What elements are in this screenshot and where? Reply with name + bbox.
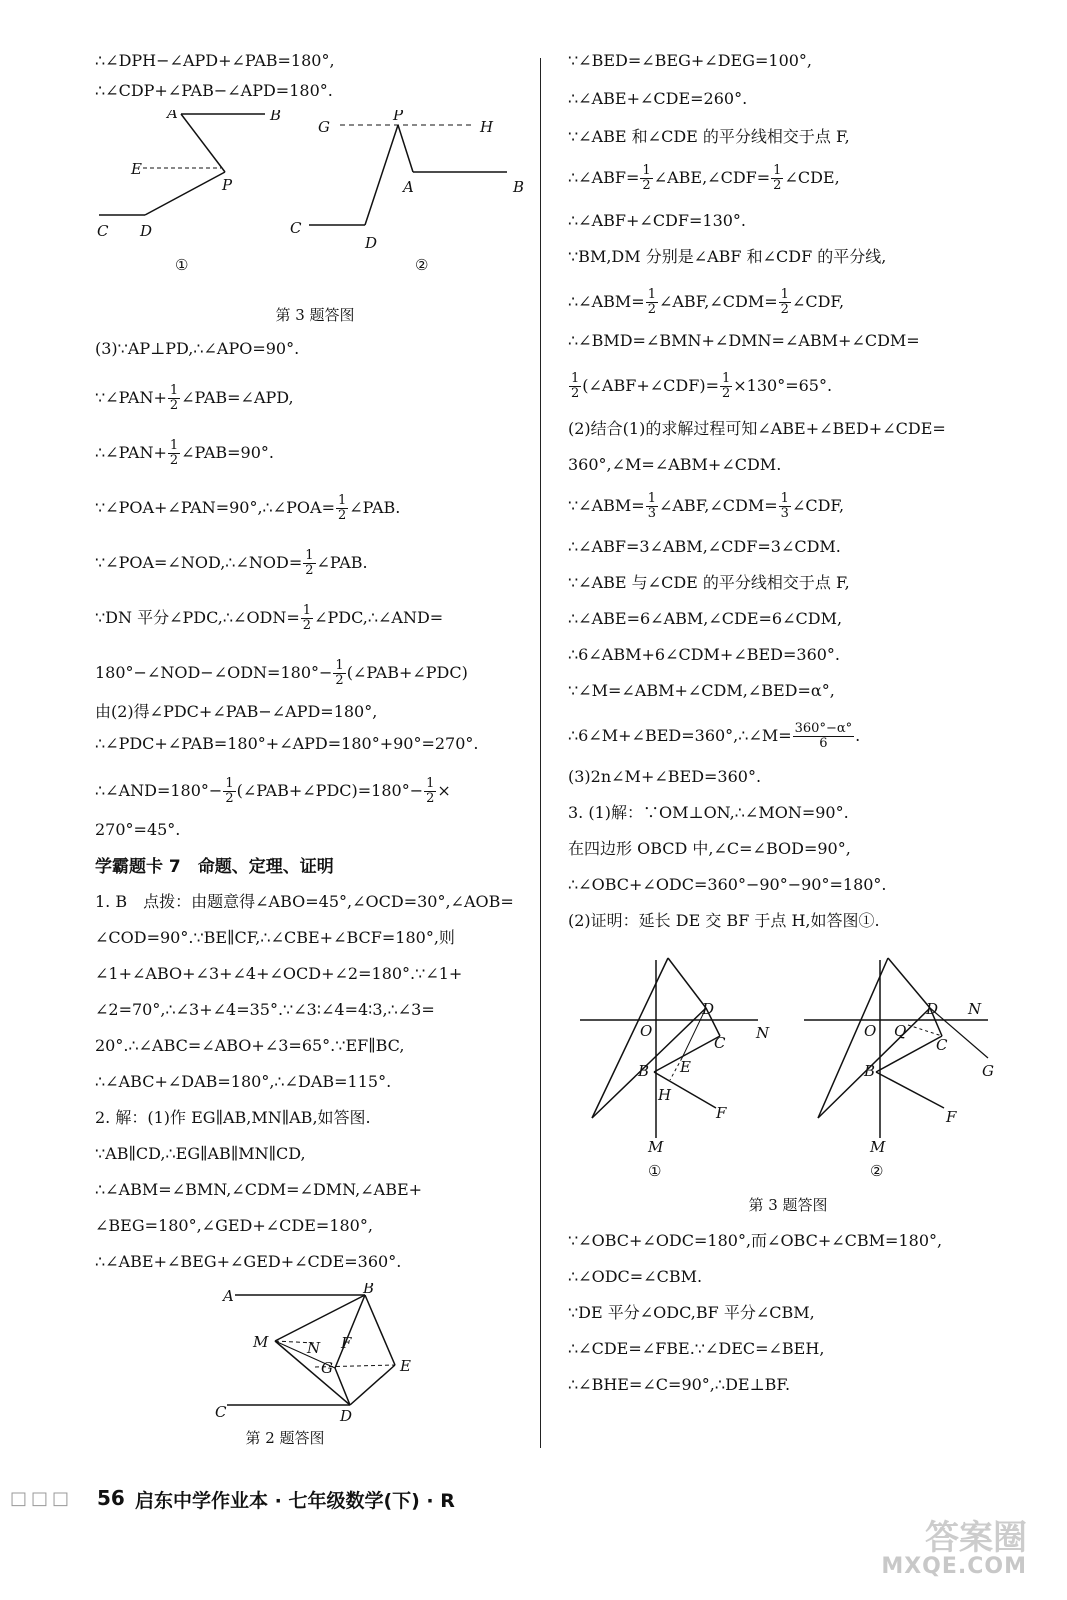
text-line: ∴∠CDP+∠PAB−∠APD=180°. xyxy=(95,81,333,100)
text-line: 180°−∠NOD−∠ODN=180°− $\frac{1}{2}$ (∠PAB+∠PDC) xyxy=(95,658,468,688)
figure-3b-diagrams xyxy=(568,940,1008,1190)
label-F3: F xyxy=(341,1334,352,1352)
label-F5: F xyxy=(946,1108,957,1126)
text-line: ∴∠ABC+∠DAB=180°,∴∠DAB=115°. xyxy=(95,1072,392,1091)
label-B3: B xyxy=(363,1283,375,1297)
text-line: ∵DE 平分∠ODC,BF 平分∠CBM, xyxy=(568,1303,815,1322)
label-G: G xyxy=(318,118,330,136)
text-line: ∵∠BED=∠BEG+∠DEG=100°, xyxy=(568,51,813,70)
text-line: ∴∠BMD=∠BMN+∠DMN=∠ABM+∠CDM= xyxy=(568,331,920,350)
watermark-logo: 答案圈 xyxy=(925,1518,1027,1558)
text-line: ∴∠ABF=3∠ABM,∠CDF=3∠CDM. xyxy=(568,537,841,556)
text-line: ∵DN 平分∠PDC,∴∠ODN= $\frac{1}{2}$ ∠PDC,∴∠AND= xyxy=(95,603,444,633)
label-Q5: Q xyxy=(894,1022,907,1040)
text-line: ∵∠ABE 和∠CDE 的平分线相交于点 F, xyxy=(568,127,850,146)
label-O5: O xyxy=(864,1022,877,1040)
text-line: ∠2=70°,∴∠3+∠4=35°.∵∠3∶∠4=4∶3,∴∠3= xyxy=(95,1000,435,1019)
figure-circle-b1: ① xyxy=(648,1162,662,1180)
text-line: (2)结合(1)的求解过程可知∠ABE+∠BED+∠CDE= xyxy=(568,419,946,438)
text-line: 在四边形 OBCD 中,∠C=∠BOD=90°, xyxy=(568,839,851,858)
figure-circle-b2: ② xyxy=(870,1162,884,1180)
column-divider xyxy=(540,58,541,1448)
figure-caption: 第 3 题答图 xyxy=(275,306,355,324)
label-A3: A xyxy=(223,1287,234,1305)
figure-circle-1: ① xyxy=(175,256,189,274)
text-line: ∴∠ABE+∠CDE=260°. xyxy=(568,89,748,108)
text-line: ∵∠ABE 与∠CDE 的平分线相交于点 F, xyxy=(568,573,850,592)
text-line: ∴∠PDC+∠PAB=180°+∠APD=180°+90°=270°. xyxy=(95,734,479,753)
text-line: ∴∠ABE=6∠ABM,∠CDE=6∠CDM, xyxy=(568,609,843,628)
figure-circle-2: ② xyxy=(415,256,429,274)
text-line: ∵∠PAN+ $\frac{1}{2}$ ∠PAB=∠APD, xyxy=(95,383,294,413)
text-line: 2. 解：(1)作 EG∥AB,MN∥AB,如答图. xyxy=(95,1108,371,1127)
figure-2-diagram xyxy=(95,1283,535,1423)
text-line: ∴∠ABF+∠CDF=130°. xyxy=(568,211,747,230)
text-line: ∴∠ABF= $\frac{1}{2}$ ∠ABE,∠CDF= $\frac{1}{2}$ ∠CDE, xyxy=(568,163,840,193)
label-E3: E xyxy=(400,1357,411,1375)
text-line: (3)∵AP⊥PD,∴∠APO=90°. xyxy=(95,339,300,358)
left-column xyxy=(95,50,535,1449)
text-line: ∴∠DPH−∠APD+∠PAB=180°, xyxy=(95,51,335,70)
label-M5: M xyxy=(870,1138,886,1156)
label-C4: C xyxy=(714,1034,726,1052)
label-B4: B xyxy=(638,1062,650,1080)
text-line: ∴∠AND=180°− $\frac{1}{2}$ (∠PAB+∠PDC)=180°− $\frac{1}{2}$ × xyxy=(95,776,451,806)
label-C: C xyxy=(97,222,109,240)
text-line: 270°=45°. xyxy=(95,820,181,839)
text-line: 20°.∴∠ABC=∠ABO+∠3=65°.∵EF∥BC, xyxy=(95,1036,405,1055)
text-line: ∠BEG=180°,∠GED+∠CDE=180°, xyxy=(95,1216,373,1235)
label-B2: B xyxy=(513,178,525,196)
text-line: (3)2n∠M+∠BED=360°. xyxy=(568,767,762,786)
label-D5: D xyxy=(926,1000,939,1018)
text-line: 360°,∠M=∠ABM+∠CDM. xyxy=(568,455,782,474)
label-H: H xyxy=(480,118,494,136)
text-line: ∵AB∥CD,∴EG∥AB∥MN∥CD, xyxy=(95,1144,306,1163)
text-line: ∴∠BHE=∠C=90°,∴DE⊥BF. xyxy=(568,1375,791,1394)
text-line: (2)证明：延长 DE 交 BF 于点 H,如答图①. xyxy=(568,911,880,930)
text-line: ∵BM,DM 分别是∠ABF 和∠CDF 的平分线, xyxy=(568,247,887,266)
text-line: ∵∠POA+∠PAN=90°,∴∠POA= $\frac{1}{2}$ ∠PAB. xyxy=(95,493,401,523)
label-C3: C xyxy=(215,1403,227,1421)
label-D3: D xyxy=(340,1407,353,1423)
label-E4: E xyxy=(680,1058,691,1076)
label-C2: C xyxy=(290,219,302,237)
label-M3: M xyxy=(253,1333,269,1351)
label-H4: H xyxy=(658,1086,672,1104)
text-line: 由(2)得∠PDC+∠PAB−∠APD=180°, xyxy=(95,702,378,721)
label-G3: G xyxy=(321,1359,333,1377)
figure-caption: 第 2 题答图 xyxy=(245,1429,325,1447)
text-line: 1. B 点拨：由题意得∠ABO=45°,∠OCD=30°,∠AOB= xyxy=(95,892,514,911)
label-P: P xyxy=(222,176,233,194)
text-line: ∴6∠ABM+6∠CDM+∠BED=360°. xyxy=(568,645,841,664)
text-line: ∴∠PAN+ $\frac{1}{2}$ ∠PAB=90°. xyxy=(95,438,274,468)
label-A: A xyxy=(167,110,178,122)
section-heading: 学霸题卡 7 命题、定理、证明 xyxy=(95,857,334,877)
label-P2: P xyxy=(393,110,404,124)
text-line: ∴∠ABM= $\frac{1}{2}$ ∠ABF,∠CDM= $\frac{1}{2}$ ∠CDF, xyxy=(568,287,845,317)
right-column xyxy=(568,50,1008,1410)
text-line: $\frac{1}{2}$ (∠ABF+∠CDF)= $\frac{1}{2}$ ×130°=65°. xyxy=(571,371,833,401)
label-G5: G xyxy=(982,1062,994,1080)
text-line: ∵∠OBC+∠ODC=180°,而∠OBC+∠CBM=180°, xyxy=(568,1231,943,1250)
label-E: E xyxy=(131,160,142,178)
label-N4: N xyxy=(756,1024,770,1042)
text-line: ∠COD=90°.∵BE∥CF,∴∠CBE+∠BCF=180°,则 xyxy=(95,928,455,947)
label-A2: A xyxy=(403,178,414,196)
text-line: 3. (1)解：∵OM⊥ON,∴∠MON=90°. xyxy=(568,803,849,822)
watermark-url: MXQE.COM xyxy=(881,1554,1027,1579)
text-line: ∴∠ABE+∠BEG+∠GED+∠CDE=360°. xyxy=(95,1252,402,1271)
label-D2: D xyxy=(365,234,378,252)
figure-caption: 第 3 题答图 xyxy=(748,1196,828,1214)
label-D4: D xyxy=(702,1000,715,1018)
book-title: 启东中学作业本 · 七年级数学(下) · R xyxy=(135,1490,455,1512)
text-line: ∴∠ABM=∠BMN,∠CDM=∠DMN,∠ABE+ xyxy=(95,1180,423,1199)
text-line: ∵∠POA=∠NOD,∴∠NOD= $\frac{1}{2}$ ∠PAB. xyxy=(95,548,368,578)
label-D: D xyxy=(140,222,153,240)
text-line: ∴∠CDE=∠FBE.∵∠DEC=∠BEH, xyxy=(568,1339,825,1358)
text-line: ∴6∠M+∠BED=360°,∴∠M= $\frac{360^\circ-\alpha^\circ}{6}$ . xyxy=(568,721,861,751)
label-N3: N xyxy=(307,1339,321,1357)
label-N5: N xyxy=(968,1000,982,1018)
label-F4: F xyxy=(716,1104,727,1122)
label-O: O xyxy=(640,1022,653,1040)
text-line: ∵∠ABM= $\frac{1}{3}$ ∠ABF,∠CDM= $\frac{1}{3}$ ∠CDF, xyxy=(568,491,845,521)
label-B5: B xyxy=(864,1062,876,1080)
text-line: ∴∠ODC=∠CBM. xyxy=(568,1267,703,1286)
text-line: ∠1+∠ABO+∠3+∠4+∠OCD+∠2=180°.∵∠1+ xyxy=(95,964,463,983)
figure-3-diagrams xyxy=(95,110,535,300)
watermark xyxy=(857,1510,1027,1590)
text-line: ∴∠OBC+∠ODC=360°−90°−90°=180°. xyxy=(568,875,887,894)
label-B: B xyxy=(270,110,282,124)
corner-marks: □□□ xyxy=(10,1488,74,1509)
label-M4: M xyxy=(648,1138,664,1156)
label-C5: C xyxy=(936,1036,948,1054)
page-number: 56 xyxy=(97,1486,125,1510)
text-line: ∵∠M=∠ABM+∠CDM,∠BED=α°, xyxy=(568,681,835,700)
